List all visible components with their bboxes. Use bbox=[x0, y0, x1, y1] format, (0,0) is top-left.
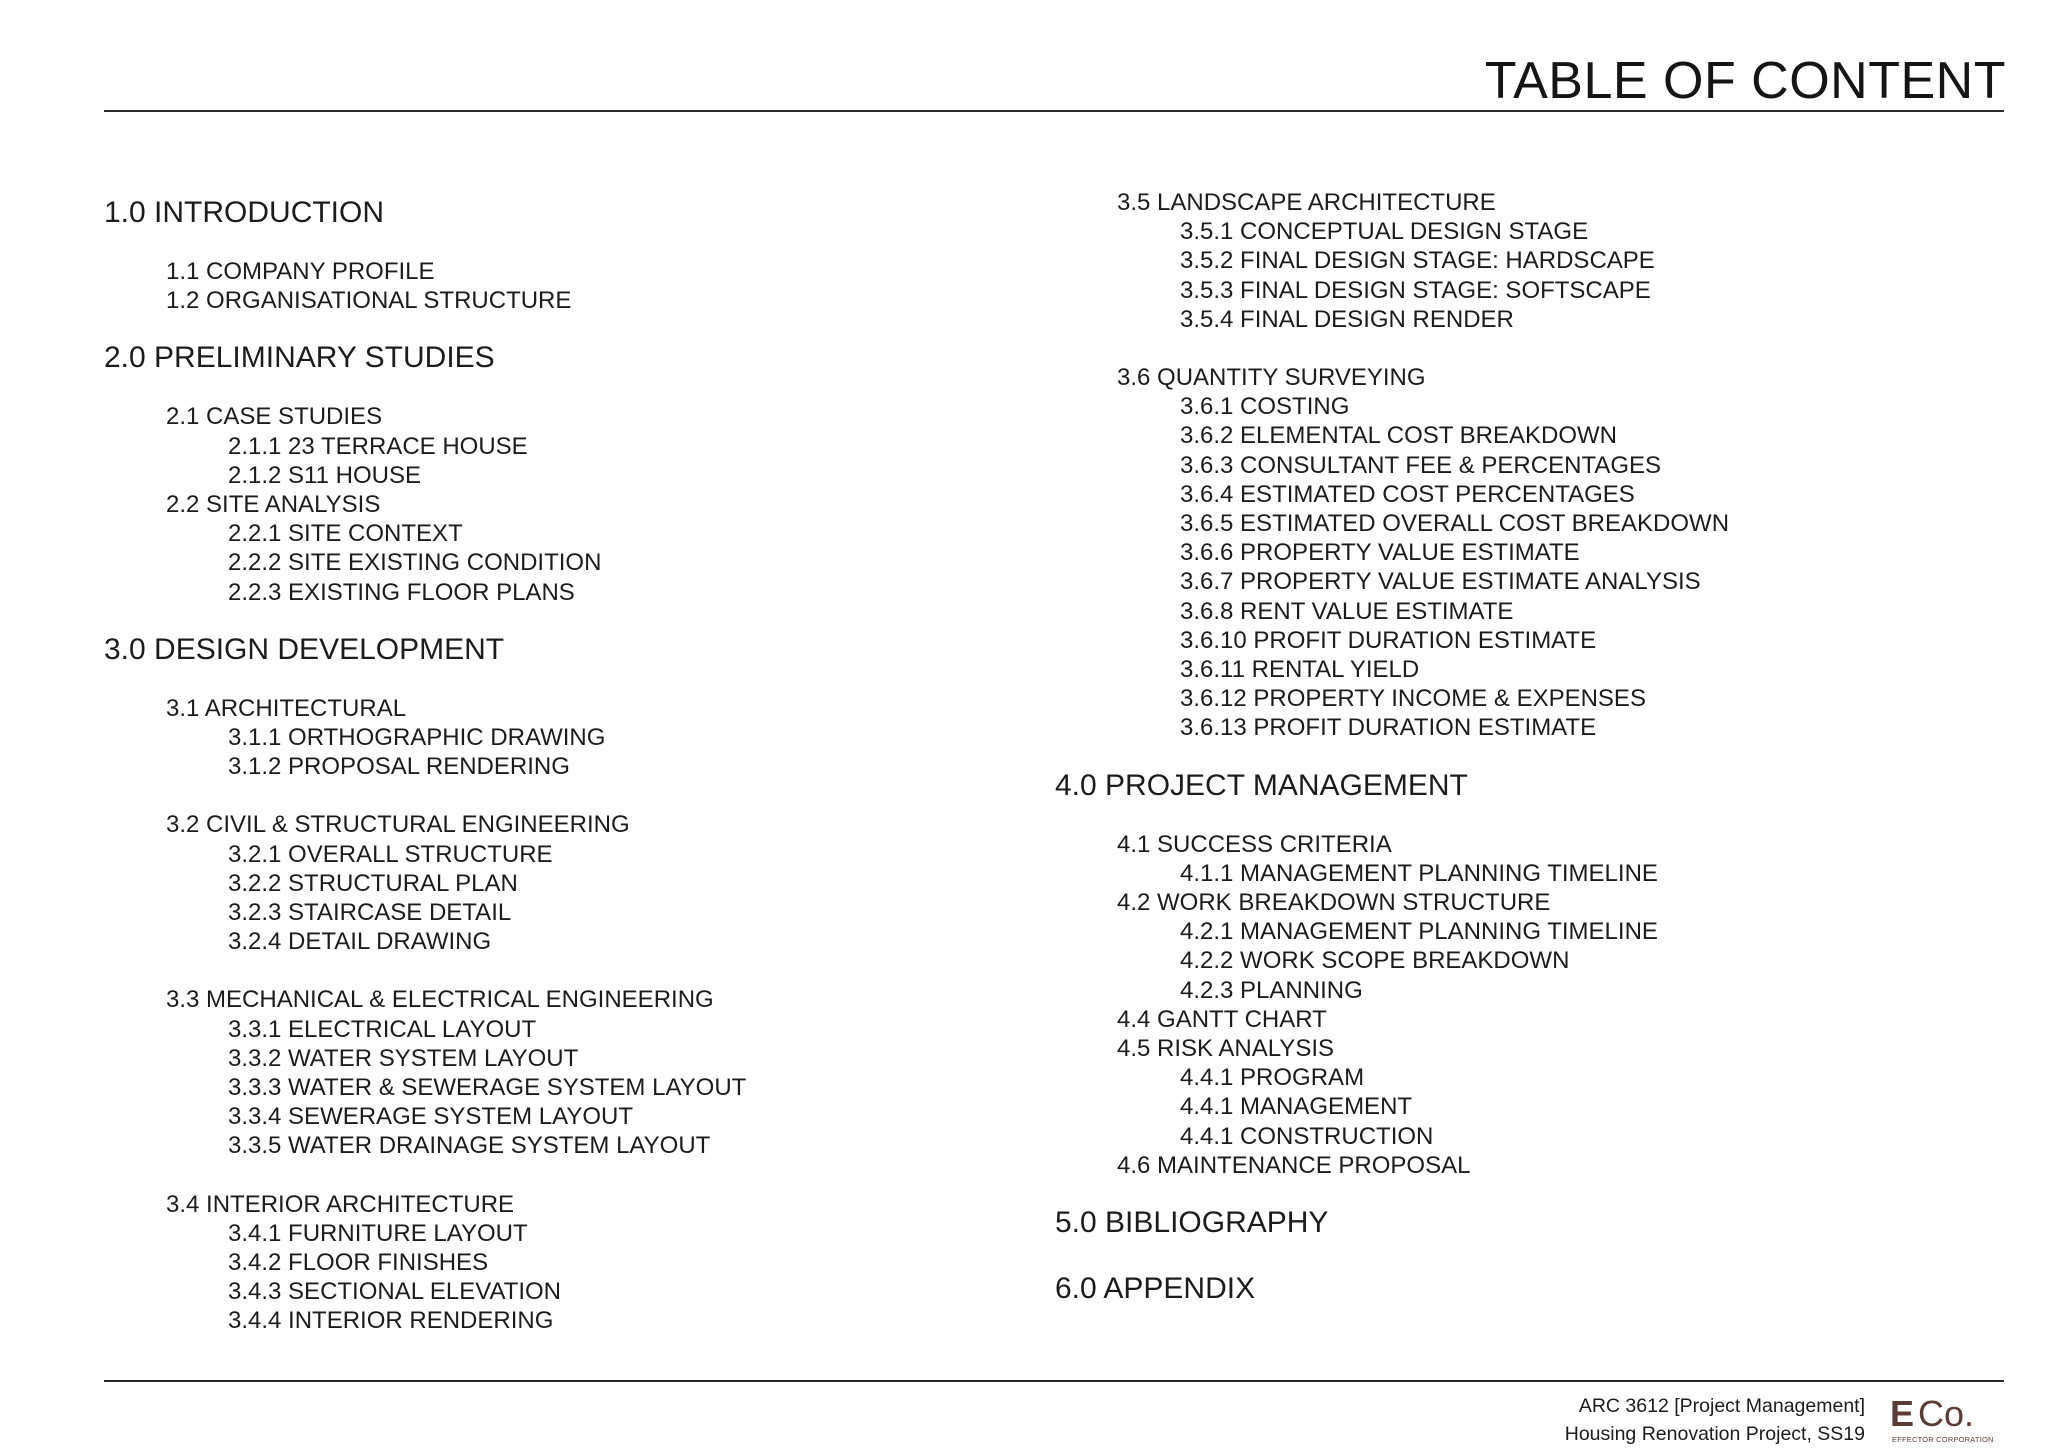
company-logo bbox=[1890, 1392, 2008, 1444]
toc-entry: 3.6.11 RENTAL YIELD bbox=[1180, 656, 1420, 684]
toc-entry: 1.1 COMPANY PROFILE bbox=[166, 258, 435, 285]
toc-entry: 3.4.2 FLOOR FINISHES bbox=[228, 1249, 489, 1277]
toc-column-left bbox=[104, 192, 1004, 1336]
toc-entry: 3.5.4 FINAL DESIGN RENDER bbox=[1180, 305, 1514, 333]
toc-entry: 4.2.2 WORK SCOPE BREAKDOWN bbox=[1180, 947, 1570, 975]
toc-entry: 2.1 CASE STUDIES bbox=[166, 403, 383, 431]
toc-section-heading: 5.0 BIBLIOGRAPHY bbox=[1055, 1206, 1329, 1240]
toc-entry: 4.4.1 MANAGEMENT bbox=[1180, 1093, 1413, 1121]
toc-entry: 3.3 MECHANICAL & ELECTRICAL ENGINEERING bbox=[166, 986, 714, 1014]
toc-entry: 2.1.2 S11 HOUSE bbox=[228, 461, 421, 489]
logo-letter: E bbox=[1890, 1393, 1915, 1434]
toc-entry: 3.6.10 PROFIT DURATION ESTIMATE bbox=[1180, 626, 1597, 654]
toc-entry: 3.6.3 CONSULTANT FEE & PERCENTAGES bbox=[1180, 451, 1662, 479]
toc-entry: 3.5.1 CONCEPTUAL DESIGN STAGE bbox=[1180, 218, 1589, 246]
toc-entry: 3.1 ARCHITECTURAL bbox=[166, 694, 407, 722]
toc-entry: 3.6.4 ESTIMATED COST PERCENTAGES bbox=[1180, 480, 1635, 508]
toc-column-right bbox=[1055, 189, 1995, 1310]
toc-entry: 4.2.1 MANAGEMENT PLANNING TIMELINE bbox=[1180, 918, 1658, 946]
footer-course-line: ARC 3612 [Project Management] bbox=[1578, 1395, 1865, 1417]
toc-entry: 3.6 QUANTITY SURVEYING bbox=[1117, 364, 1426, 392]
toc-entry: 2.2.1 SITE CONTEXT bbox=[228, 520, 463, 548]
toc-entry: 2.2.3 EXISTING FLOOR PLANS bbox=[228, 578, 575, 606]
toc-entry: 3.6.13 PROFIT DURATION ESTIMATE bbox=[1180, 714, 1597, 742]
toc-entry: 3.3.1 ELECTRICAL LAYOUT bbox=[228, 1015, 537, 1043]
toc-entry: 2.2 SITE ANALYSIS bbox=[166, 491, 381, 519]
toc-entry: 4.6 MAINTENANCE PROPOSAL bbox=[1117, 1151, 1471, 1179]
toc-entry: 4.4.1 CONSTRUCTION bbox=[1180, 1122, 1434, 1150]
logo-mark bbox=[1890, 1392, 1974, 1436]
toc-entry: 3.6.5 ESTIMATED OVERALL COST BREAKDOWN bbox=[1180, 510, 1730, 538]
toc-entry: 3.2.4 DETAIL DRAWING bbox=[228, 928, 492, 956]
toc-entry: 3.1.1 ORTHOGRAPHIC DRAWING bbox=[228, 724, 606, 752]
toc-section-heading: 6.0 APPENDIX bbox=[1055, 1272, 1256, 1306]
toc-entry: 2.2.2 SITE EXISTING CONDITION bbox=[228, 549, 602, 577]
footer-rule bbox=[104, 1380, 2004, 1382]
toc-entry: 4.4.1 PROGRAM bbox=[1180, 1064, 1365, 1092]
toc-section-heading: 3.0 DESIGN DEVELOPMENT bbox=[104, 632, 505, 666]
toc-entry: 3.6.6 PROPERTY VALUE ESTIMATE bbox=[1180, 539, 1580, 567]
toc-entry: 3.2.1 OVERALL STRUCTURE bbox=[228, 840, 553, 868]
toc-entry: 2.1.1 23 TERRACE HOUSE bbox=[228, 432, 528, 460]
footer-info bbox=[1565, 1392, 1865, 1448]
toc-entry: 3.1.2 PROPOSAL RENDERING bbox=[228, 753, 570, 781]
toc-section-heading: 4.0 PROJECT MANAGEMENT bbox=[1055, 768, 1468, 802]
logo-text: Co. bbox=[1918, 1393, 1975, 1434]
toc-entry: 3.3.3 WATER & SEWERAGE SYSTEM LAYOUT bbox=[228, 1074, 747, 1102]
toc-entry: 4.4 GANTT CHART bbox=[1117, 1005, 1327, 1033]
toc-entry: 3.6.2 ELEMENTAL COST BREAKDOWN bbox=[1180, 422, 1618, 450]
toc-entry: 3.4 INTERIOR ARCHITECTURE bbox=[166, 1190, 515, 1218]
toc-entry: 3.6.8 RENT VALUE ESTIMATE bbox=[1180, 597, 1514, 625]
toc-entry: 3.3.4 SEWERAGE SYSTEM LAYOUT bbox=[228, 1103, 633, 1131]
toc-entry: 3.6.1 COSTING bbox=[1180, 393, 1350, 421]
toc-entry: 4.1.1 MANAGEMENT PLANNING TIMELINE bbox=[1180, 859, 1658, 887]
toc-entry: 4.5 RISK ANALYSIS bbox=[1117, 1035, 1334, 1063]
toc-entry: 4.2.3 PLANNING bbox=[1180, 976, 1363, 1004]
toc-entry: 3.5.2 FINAL DESIGN STAGE: HARDSCAPE bbox=[1180, 247, 1655, 275]
toc-entry: 3.4.4 INTERIOR RENDERING bbox=[228, 1307, 554, 1335]
toc-entry: 4.1 SUCCESS CRITERIA bbox=[1117, 830, 1392, 858]
toc-entry: 1.2 ORGANISATIONAL STRUCTURE bbox=[166, 287, 572, 315]
toc-section-heading: 1.0 INTRODUCTION bbox=[104, 196, 385, 229]
toc-entry: 3.5.3 FINAL DESIGN STAGE: SOFTSCAPE bbox=[1180, 276, 1651, 304]
toc-entry: 3.4.1 FURNITURE LAYOUT bbox=[228, 1219, 528, 1247]
toc-entry: 3.2 CIVIL & STRUCTURAL ENGINEERING bbox=[166, 811, 630, 839]
toc-entry: 3.2.3 STAIRCASE DETAIL bbox=[228, 899, 512, 927]
toc-entry: 3.3.2 WATER SYSTEM LAYOUT bbox=[228, 1044, 579, 1072]
toc-entry: 3.6.7 PROPERTY VALUE ESTIMATE ANALYSIS bbox=[1180, 568, 1701, 596]
toc-entry: 3.2.2 STRUCTURAL PLAN bbox=[228, 869, 518, 897]
toc-section-heading: 2.0 PRELIMINARY STUDIES bbox=[104, 341, 495, 375]
page-title: TABLE OF CONTENT bbox=[1484, 52, 2006, 110]
footer-project-line: Housing Renovation Project, SS19 bbox=[1564, 1423, 1865, 1445]
toc-entry: 3.6.12 PROPERTY INCOME & EXPENSES bbox=[1180, 685, 1646, 713]
toc-entry: 3.3.5 WATER DRAINAGE SYSTEM LAYOUT bbox=[228, 1132, 711, 1160]
logo-subtext: EFFECTOR CORPORATION bbox=[1892, 1435, 1994, 1444]
toc-entry: 4.2 WORK BREAKDOWN STRUCTURE bbox=[1117, 889, 1551, 917]
toc-entry: 3.5 LANDSCAPE ARCHITECTURE bbox=[1117, 189, 1496, 216]
toc-entry: 3.4.3 SECTIONAL ELEVATION bbox=[228, 1278, 561, 1306]
header-rule bbox=[104, 110, 2004, 112]
